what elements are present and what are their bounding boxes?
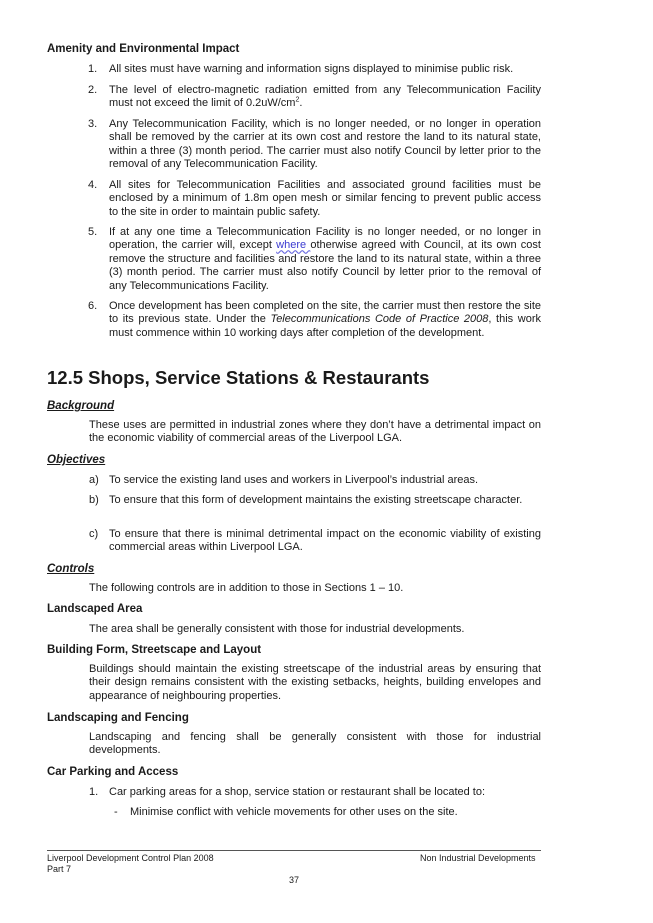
landscaped-area-text: The area shall be generally consistent with those for industrial developments. (89, 623, 465, 635)
footer-section-name: Non Industrial Developments (420, 853, 536, 863)
objective-item-text: To service the existing land uses and workers in Liverpool’s industrial areas. (109, 474, 479, 486)
objective-item-number: b) (89, 494, 99, 506)
amenity-item-text: If at any one time a Telecommunication Facility is no longer needed, or no longer in operation, the carrier will, except where otherwise agreed with Council, at its own cost remove the structure and facilities and restore the land to its natural state, within a three (3) month period. The carrier must also notify Council by letter prior to the removal of any Telecommunications Facility. (109, 226, 541, 292)
where-link[interactable]: where (276, 239, 311, 252)
footer-part: Part 7 (47, 864, 72, 874)
controls-text: The following controls are in addition to those in Sections 1 – 10. (89, 582, 404, 594)
landscaped-area-heading: Landscaped Area (47, 603, 143, 615)
building-form-heading: Building Form, Streetscape and Layout (47, 644, 262, 656)
amenity-item-text: All sites for Telecommunication Facilities and associated ground facilities must be enclosed by a minimum of 1.8m open mesh or similar fencing to prevent public access to the site in order to maintain public safety. (109, 179, 541, 218)
objective-item-number: c) (89, 528, 99, 540)
car-parking-heading: Car Parking and Access (47, 766, 179, 778)
car-parking-bullet-text: Minimise conflict with vehicle movements for other uses on the site. (130, 806, 458, 818)
page-number: 37 (288, 875, 299, 885)
amenity-item-text: All sites must have warning and information signs displayed to minimise public risk. (109, 63, 514, 75)
background-heading: Background (47, 400, 115, 412)
background-text: These uses are permitted in industrial zones where they don’t have a detrimental impact on the economic viability of commercial areas of the Liverpool LGA. (89, 419, 541, 445)
amenity-item-number: 1. (88, 63, 98, 75)
objectives-heading: Objectives (47, 454, 106, 466)
objective-item-text: To ensure that there is minimal detrimental impact on the economic viability of existing commercial areas within Liverpool LGA. (109, 528, 541, 554)
objective-item-number: a) (89, 474, 99, 486)
bullet-dash: - (114, 806, 118, 818)
amenity-item-text: Any Telecommunication Facility, which is no longer needed, or no longer in operation shall be removed by the carrier at its own cost and restore the land to its natural state, within a three (3) month period. The carrier must also notify Council by letter prior to the removal of any Telecommunication Facility. (109, 118, 541, 171)
amenity-item-text: The level of electro-magnetic radiation emitted from any Telecommunication Facility must not exceed the limit of $0.2uW/cm^2$. (109, 84, 541, 110)
amenity-heading: Amenity and Environmental Impact (47, 43, 240, 55)
section-title: 12.5 Shops, Service Stations & Restaurants (47, 367, 430, 388)
landscaping-fencing-heading: Landscaping and Fencing (47, 712, 189, 724)
amenity-item-number: 5. (88, 226, 98, 238)
amenity-item-number: 2. (88, 84, 98, 96)
footer-divider (47, 850, 541, 851)
car-parking-item-text: Car parking areas for a shop, service station or restaurant shall be located to: (109, 786, 486, 798)
amenity-item-number: 3. (88, 118, 98, 130)
footer-document-title: Liverpool Development Control Plan 2008 (47, 853, 214, 863)
amenity-item-text: Once development has been completed on the site, the carrier must then restore the site to its previous state. Under the Telecommunications Code of Practice 2008, this work must commence within 10 working days after completion of the development. (109, 300, 541, 339)
amenity-item-number: 4. (88, 179, 98, 191)
amenity-item-number: 6. (88, 300, 98, 312)
building-form-text: Buildings should maintain the existing streetscape of the industrial areas by ensuring that their design remains consistent with the existing setbacks, heights, building envelopes and appearance of neighbouring properties. (89, 663, 541, 702)
objective-item-text: To ensure that this form of development maintains the existing streetscape character. (109, 494, 523, 506)
controls-heading: Controls (47, 563, 95, 575)
car-parking-item-number: 1. (89, 786, 99, 798)
landscaping-fencing-text: Landscaping and fencing shall be generally consistent with those for industrial developments. (89, 731, 541, 757)
